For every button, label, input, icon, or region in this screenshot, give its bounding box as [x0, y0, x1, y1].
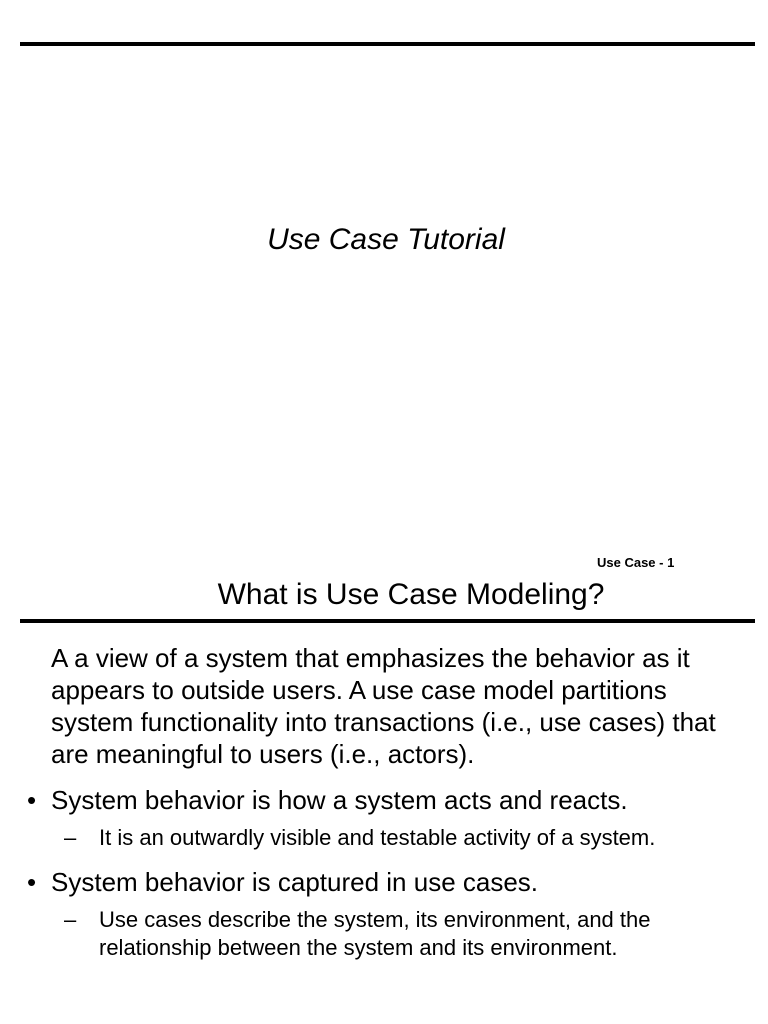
- dash-icon: –: [64, 907, 77, 932]
- sub-bullet-item: [0, 824, 768, 852]
- sub-bullet-text: It is an outwardly visible and testable activity of a system.: [99, 825, 656, 850]
- slide-title: Use Case Tutorial: [267, 223, 505, 256]
- heading-divider: [20, 619, 755, 623]
- bullet-text: System behavior is how a system acts and reacts.: [51, 785, 628, 815]
- sub-bullet-text: Use cases describe the system, its environment, and the relationship between the system and its environment.: [99, 907, 651, 960]
- bullet-text: System behavior is captured in use cases.: [51, 867, 539, 897]
- bullet-item: [0, 784, 768, 816]
- intro-paragraph: A a view of a system that emphasizes the behavior as it appears to outside users. A use case model partitions system functionality into transactions (i.e., use cases) that are meaningful to users (i.e., actors).: [51, 643, 716, 769]
- slide-body: [0, 642, 768, 962]
- dash-icon: –: [64, 825, 77, 850]
- page-number-label: Use Case - 1: [597, 555, 675, 570]
- sub-bullet-item: [0, 906, 768, 962]
- top-divider: [20, 42, 755, 46]
- bullet-icon: •: [27, 867, 37, 897]
- bullet-item: [0, 866, 768, 898]
- slide-heading: What is Use Case Modeling?: [217, 578, 605, 611]
- bullet-icon: •: [27, 785, 37, 815]
